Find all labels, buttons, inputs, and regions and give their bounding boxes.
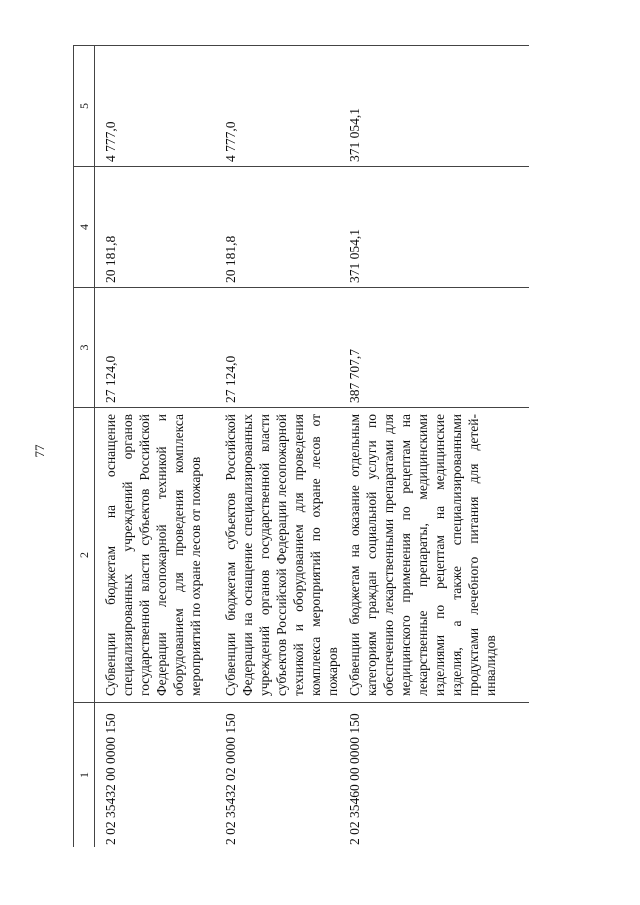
column-header-4: 4 (74, 167, 95, 288)
table-row (346, 46, 529, 848)
column-header-3: 3 (74, 288, 95, 408)
budget-code: 2 02 35460 00 0000 150 (346, 703, 529, 848)
value-col5: 4 777,0 (95, 46, 223, 167)
column-header-1: 1 (74, 703, 95, 848)
value-col3: 387 707,7 (346, 288, 529, 408)
value-col3: 27 124,0 (222, 288, 346, 408)
row-description: Субвенции бюджетам на оснащение специализированных учреждений органов государственной власти субъектов Российской Федерации лесопожарной техникой и оборудованием для проведения комплекса мероприятий по охране лесов от пожаров (95, 408, 223, 703)
value-col5: 4 777,0 (222, 46, 346, 167)
budget-table (73, 45, 529, 847)
budget-code: 2 02 35432 02 0000 150 (222, 703, 346, 848)
rotated-table-container (73, 50, 520, 847)
value-col5: 371 054,1 (346, 46, 529, 167)
value-col3: 27 124,0 (95, 288, 223, 408)
column-header-5: 5 (74, 46, 95, 167)
value-col4: 371 054,1 (346, 167, 529, 288)
table-row (222, 46, 346, 848)
row-description: Субвенции бюджетам на оказание отдельным категориям граждан социальной услуги по обеспечению лекарственными препаратами для медицинского применения по рецептам на лекарственные препараты, медицинскими изделиями по рецептам на медицинские изделия, а также специализированными продуктами лечебного питания для детей-инвалидов (346, 408, 529, 703)
table-row (95, 46, 223, 848)
value-col4: 20 181,8 (222, 167, 346, 288)
row-description: Субвенции бюджетам субъектов Российской Федерации на оснащение специализированных учреждений органов государственной власти субъектов Российской Федерации лесопожарной техникой и оборудованием для проведения комплекса мероприятий по охране лесов от пожаров (222, 408, 346, 703)
budget-code: 2 02 35432 00 0000 150 (95, 703, 223, 848)
page-number: 77 (32, 444, 47, 458)
table-header-row (74, 46, 95, 848)
value-col4: 20 181,8 (95, 167, 223, 288)
column-header-2: 2 (74, 408, 95, 703)
